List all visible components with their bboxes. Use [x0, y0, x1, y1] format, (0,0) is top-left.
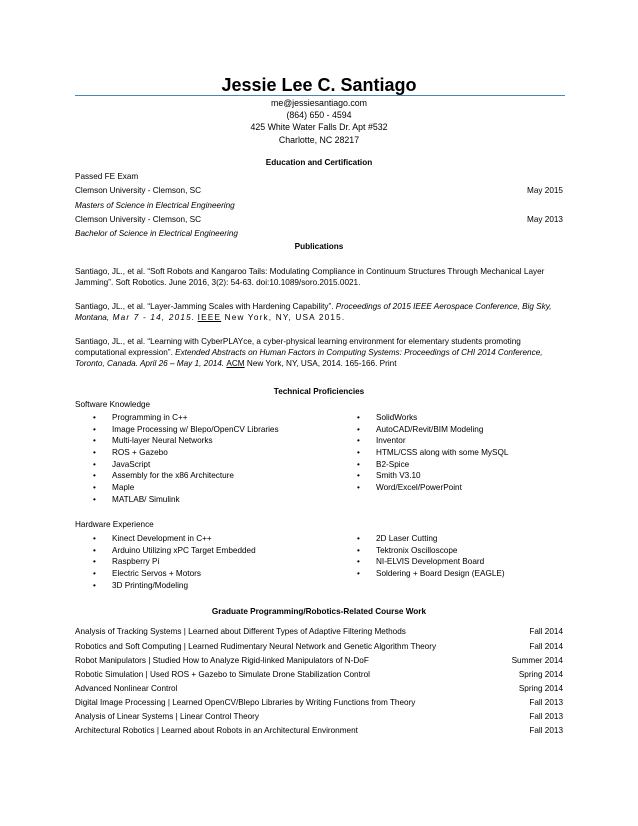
course-name: Analysis of Tracking Systems | Learned about Different Types of Adaptive Filtering Methods — [75, 627, 406, 636]
bullet-icon: • — [93, 413, 96, 422]
bullet-icon: • — [357, 448, 360, 458]
course-row — [75, 655, 563, 666]
list-item: • AutoCAD/Revit/BIM Modeling — [357, 424, 484, 434]
education-entry — [75, 185, 563, 196]
publication-3-location: New York, NY, USA, 2014. 165-166. Print — [244, 359, 397, 368]
publication-3-publisher: ACM — [226, 359, 245, 368]
graduation-date: May 2015 — [527, 186, 563, 195]
course-row — [75, 626, 563, 637]
list-item: • 2D Laser Cutting — [357, 534, 438, 543]
technical-heading: Technical Proficiencies — [273, 387, 365, 396]
bullet-icon: • — [357, 569, 360, 579]
bullet-icon: • — [93, 424, 96, 434]
hardware-list-right — [352, 533, 505, 580]
course-name: Analysis of Linear Systems | Linear Control Theory — [75, 712, 260, 721]
list-item: • Soldering + Board Design (EAGLE) — [357, 569, 505, 579]
list-item: • Assembly for the x86 Architecture — [93, 471, 234, 481]
course-term: Fall 2013 — [529, 726, 563, 735]
publications-heading: Publications — [294, 242, 344, 251]
publication-3 — [75, 336, 563, 369]
bullet-icon: • — [357, 413, 360, 422]
coursework-heading: Graduate Programming/Robotics-Related Course Work — [211, 607, 427, 616]
publication-2-date: Mar 7 - 14, 2015. — [109, 313, 196, 322]
list-item: • Kinect Development in C++ — [93, 534, 212, 543]
list-item: • JavaScript — [93, 459, 151, 469]
education-heading: Education and Certification — [265, 158, 373, 167]
hardware-list-left — [88, 533, 256, 591]
course-row — [75, 697, 563, 708]
list-item: • Arduino Utilizing xPC Target Embedded — [93, 545, 256, 555]
bullet-icon: • — [357, 436, 360, 446]
list-item: • SolidWorks — [357, 413, 418, 422]
bullet-icon: • — [93, 534, 96, 543]
list-item: • B2-Spice — [357, 459, 410, 469]
bullet-icon: • — [93, 494, 96, 504]
course-name: Architectural Robotics | Learned about Robots in an Architectural Environment — [75, 726, 358, 735]
course-term: Fall 2014 — [529, 627, 563, 636]
list-item: • Inventor — [357, 436, 406, 446]
course-name: Robotics and Soft Computing | Learned Rudimentary Neural Network and Genetic Algorithm Theory — [75, 642, 437, 651]
course-term: Fall 2013 — [529, 698, 563, 707]
list-item: • Raspberry Pi — [93, 557, 160, 567]
list-item: • Maple — [93, 483, 135, 493]
list-item: • 3D Printing/Modeling — [93, 580, 189, 590]
list-item: • MATLAB/ Simulink — [93, 494, 180, 504]
course-row — [75, 669, 563, 680]
address-line-1: 425 White Water Falls Dr. Apt #532 — [250, 122, 388, 133]
school-name: Clemson University - Clemson, SC — [75, 215, 202, 224]
publication-2-authors: Santiago, JL., et al. “Layer-Jamming Scales with Hardening Capability”. — [75, 302, 336, 311]
course-term: Spring 2014 — [518, 684, 563, 693]
list-item: • HTML/CSS along with some MySQL — [357, 448, 509, 458]
publication-2-venue: Proceedings of 2015 IEEE Aerospace Conference, Big Sky, Montana, — [75, 302, 552, 322]
bullet-icon: • — [93, 483, 96, 493]
course-row — [75, 641, 563, 652]
resume-name: Jessie Lee C. Santiago — [221, 75, 417, 95]
course-term: Fall 2014 — [529, 642, 563, 651]
bullet-icon: • — [93, 569, 96, 579]
list-item: • Electric Servos + Motors — [93, 569, 201, 579]
list-item: • Programming in C++ — [93, 413, 188, 422]
software-list-left — [88, 412, 279, 506]
bullet-icon: • — [357, 424, 360, 434]
course-name: Digital Image Processing | Learned OpenCV/Blepo Libraries by Writing Functions from Theory — [75, 698, 416, 707]
school-name: Clemson University - Clemson, SC — [75, 186, 202, 195]
graduation-date: May 2013 — [527, 215, 563, 224]
header-divider — [75, 95, 565, 96]
list-item: • Word/Excel/PowerPoint — [357, 483, 462, 493]
bullet-icon: • — [357, 459, 360, 469]
course-term: Spring 2014 — [518, 670, 563, 679]
degree-name: Masters of Science in Electrical Engineering — [75, 201, 235, 210]
phone-text: (864) 650 - 4594 — [286, 110, 352, 121]
bullet-icon: • — [357, 483, 360, 493]
publication-3-venue: Extended Abstracts on Human Factors in Computing Systems: Proceedings of CHI 2014 Conference, Toronto, Canada. April 26 – May 1, 2014. — [75, 348, 543, 368]
publication-3-authors: Santiago, JL., et al. “Learning with CyberPLAYce, a cyber-physical learning environment for elementary students promoting computational expression”. — [75, 337, 521, 357]
contact-block — [0, 97, 638, 146]
bullet-icon: • — [93, 459, 96, 469]
software-list-right — [352, 412, 508, 494]
bullet-icon: • — [93, 545, 96, 555]
bullet-icon: • — [93, 448, 96, 458]
course-row — [75, 683, 563, 694]
course-name: Robotic Simulation | Used ROS + Gazebo to Simulate Drone Stabilization Control — [75, 670, 370, 679]
list-item: • Multi-layer Neural Networks — [93, 436, 213, 446]
address-line-2: Charlotte, NC 28217 — [278, 134, 360, 145]
course-row — [75, 711, 563, 722]
publication-2-location: New York, NY, USA 2015. — [221, 313, 346, 322]
course-term: Summer 2014 — [511, 656, 563, 665]
email-text: me@jessiesantiago.com — [271, 98, 367, 108]
list-item: • Image Processing w/ Blepo/OpenCV Libraries — [93, 424, 279, 434]
bullet-icon: • — [357, 534, 360, 543]
bullet-icon: • — [93, 436, 96, 446]
course-name: Advanced Nonlinear Control — [75, 684, 178, 693]
degree-name: Bachelor of Science in Electrical Engineering — [75, 229, 238, 238]
bullet-icon: • — [357, 557, 360, 567]
course-name: Robot Manipulators | Studied How to Analyze Rigid-linked Manipulators of N-DoF — [75, 656, 369, 665]
fe-exam-text: Passed FE Exam — [75, 172, 139, 181]
bullet-icon: • — [357, 471, 360, 481]
publication-2 — [75, 301, 563, 323]
bullet-icon: • — [93, 557, 96, 567]
software-label: Software Knowledge — [75, 400, 151, 409]
course-term: Fall 2013 — [529, 712, 563, 721]
course-row — [75, 725, 563, 736]
list-item: • Smith V3.10 — [357, 471, 421, 481]
education-entry — [75, 214, 563, 225]
bullet-icon: • — [357, 545, 360, 555]
publication-2-publisher: IEEE — [197, 313, 222, 322]
list-item: • Tektronix Oscilloscope — [357, 545, 458, 555]
hardware-label: Hardware Experience — [75, 520, 154, 529]
publication-1: Santiago, JL., et al. “Soft Robots and Kangaroo Tails: Modulating Compliance in Continuum Structures Through Mechanical Layer Jamming”. Soft Robotics. June 2016, 3(2): 54-63. doi:10.1089/soro.2015.0021. — [75, 267, 545, 287]
list-item: • NI-ELVIS Development Board — [357, 557, 485, 567]
bullet-icon: • — [93, 471, 96, 481]
list-item: • ROS + Gazebo — [93, 448, 168, 458]
bullet-icon: • — [93, 580, 96, 590]
